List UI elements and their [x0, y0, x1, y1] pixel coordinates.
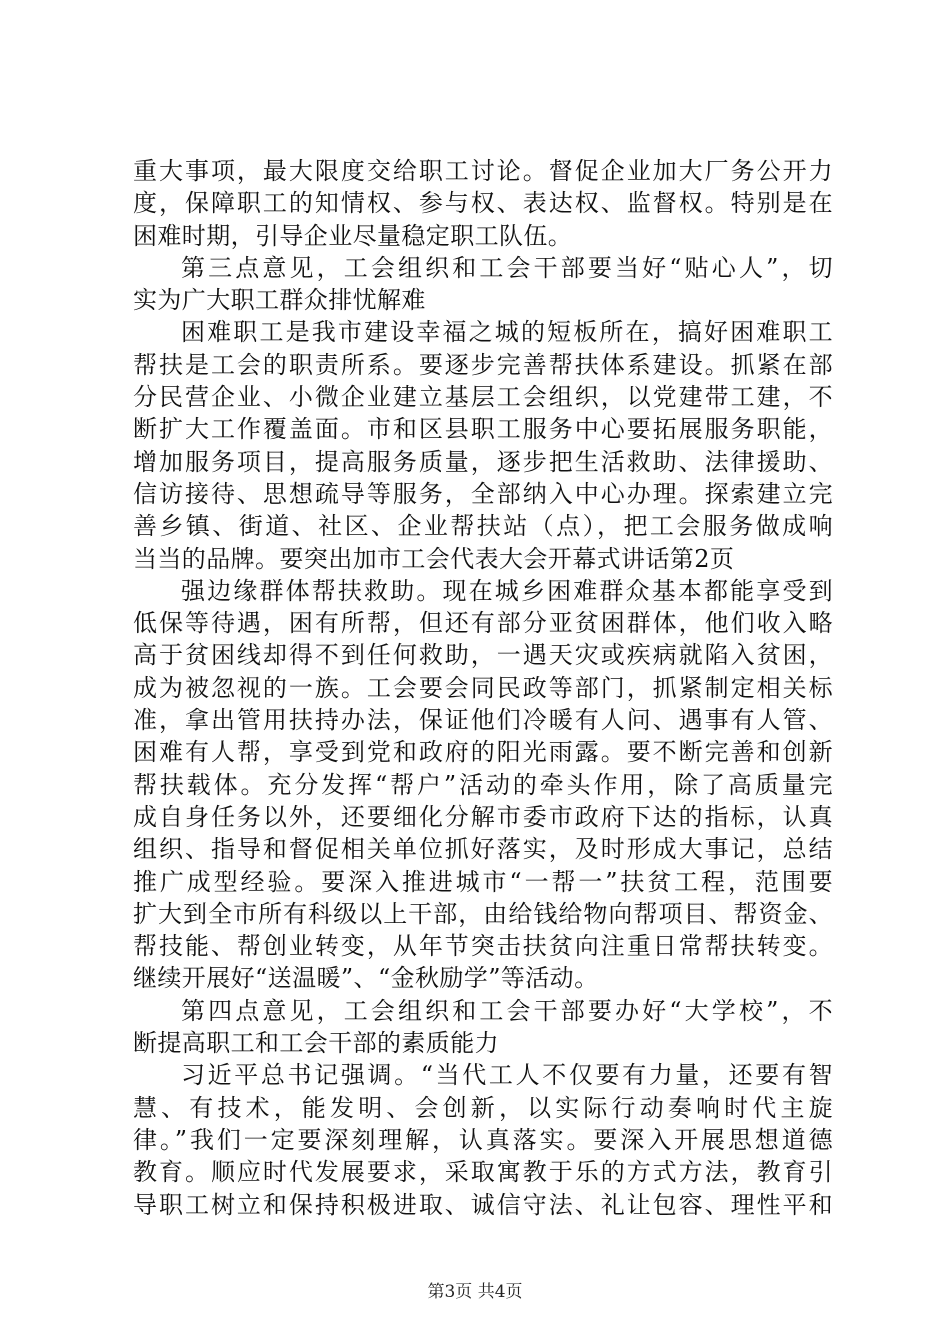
text-line: 成自身任务以外，还要细化分解市委市政府下达的指标，认真 — [133, 802, 833, 831]
text-line: 组织、指导和督促相关单位抓好落实，及时形成大事记，总结 — [133, 835, 833, 864]
text-line: 准，拿出管用扶持办法，保证他们冷暖有人问、遇事有人管、 — [133, 706, 833, 735]
section-heading-line: 断提高职工和工会干部的素质能力 — [133, 1029, 499, 1058]
text-line: 推广成型经验。要深入推进城市“一帮一”扶贫工程，范围要 — [133, 867, 833, 896]
section-heading-line: 实为广大职工群众排忧解难 — [133, 286, 426, 315]
document-body — [133, 155, 833, 1221]
text-line: 习近平总书记强调。“当代工人不仅要有力量，还要有智 — [181, 1061, 833, 1090]
text-line: 困难职工是我市建设幸福之城的短板所在，搞好困难职工 — [181, 318, 833, 347]
text-line: 低保等待遇，困有所帮，但还有部分亚贫困群体，他们收入略 — [133, 609, 833, 638]
text-line: 困难有人帮，享受到党和政府的阳光雨露。要不断完善和创新 — [133, 738, 833, 767]
text-line: 律。”我们一定要深刻理解，认真落实。要深入开展思想道德 — [133, 1125, 833, 1154]
section-heading-line: 第三点意见，工会组织和工会干部要当好“贴心人”，切 — [181, 253, 833, 282]
section-heading-line: 第四点意见，工会组织和工会干部要办好“大学校”，不 — [181, 996, 833, 1025]
text-line: 重大事项，最大限度交给职工讨论。督促企业加大厂务公开力 — [133, 157, 833, 185]
text-line: 当当的品牌。要突出加市工会代表大会开幕式讲话第2页 — [133, 544, 735, 573]
text-line: 信访接待、思想疏导等服务，全部纳入中心办理。探索建立完 — [133, 479, 833, 508]
text-line: 分民营企业、小微企业建立基层工会组织，以党建带工建，不 — [133, 383, 833, 412]
text-line: 增加服务项目，提高服务质量，逐步把生活救助、法律援助、 — [133, 447, 833, 476]
text-line: 成为被忽视的一族。工会要会同民政等部门，抓紧制定相关标 — [133, 673, 833, 702]
text-line: 强边缘群体帮扶救助。现在城乡困难群众基本都能享受到 — [181, 576, 833, 605]
page-number: 第3页 共4页 — [427, 1282, 523, 1302]
text-line: 扩大到全市所有科级以上干部，由给钱给物向帮项目、帮资金、 — [133, 899, 833, 928]
text-line: 度，保障职工的知情权、参与权、表达权、监督权。特别是在 — [133, 189, 833, 218]
text-line: 高于贫困线却得不到任何救助，一遇天灾或疾病就陷入贫困， — [133, 641, 833, 670]
text-line: 帮扶是工会的职责所系。要逐步完善帮扶体系建设。抓紧在部 — [133, 350, 833, 379]
text-line: 断扩大工作覆盖面。市和区县职工服务中心要拓展服务职能， — [133, 415, 833, 444]
text-line: 善乡镇、街道、社区、企业帮扶站（点），把工会服务做成响 — [133, 512, 833, 541]
text-line: 帮技能、帮创业转变，从年节突击扶贫向注重日常帮扶转变。 — [133, 932, 833, 961]
text-line: 帮扶载体。充分发挥“帮户”活动的牵头作用，除了高质量完 — [133, 770, 833, 799]
text-line: 继续开展好“送温暖”、“金秋励学”等活动。 — [133, 964, 599, 993]
text-line: 导职工树立和保持积极进取、诚信守法、礼让包容、理性平和 — [133, 1190, 833, 1219]
text-line: 慧、有技术，能发明、会创新，以实际行动奏响时代主旋 — [133, 1093, 833, 1122]
page-footer — [0, 1281, 950, 1303]
text-line: 教育。顺应时代发展要求，采取寓教于乐的方式方法，教育引 — [133, 1158, 833, 1187]
text-line: 困难时期，引导企业尽量稳定职工队伍。 — [133, 221, 573, 250]
